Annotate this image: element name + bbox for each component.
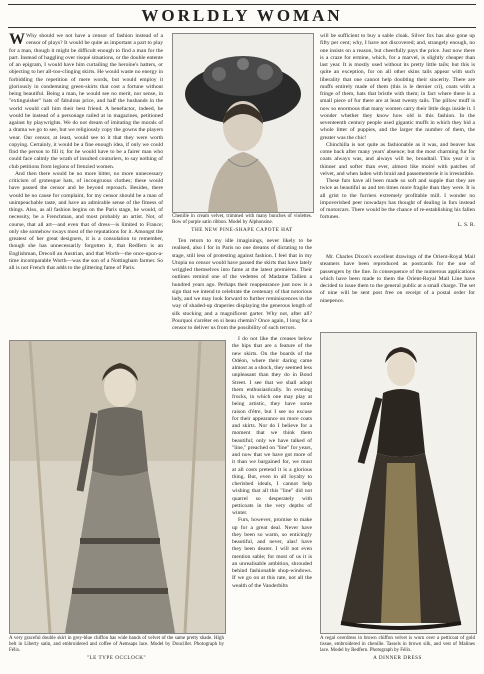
photo-capote-hat <box>172 33 314 213</box>
caption-text: A very graceful double skirt in grey-blue chiffon has wide bands of velvet of the same pretty shade. High belt in Liberty satin, and embroidered and coffee of Aemsaps lace. Model by Doucillet. Photograph by Félix. <box>9 636 224 653</box>
article-paragraph: And then there would be no more bitter, no more unnecessary criticism of grotesque hats, of incongruous clothes; these would have passed the censor and be beyond reproach. Besides, there would be no cause for complaint, for my censor should be a man of unimpeachable taste, and have an admirable sense of the fitness of things. Also, as all fashion begins on the Paris stage, he would, of necessity, be a Frenchman, and most probably an artist. Not, of course, that all art—and even that of dress—is limited to France; only she somehow sways most of the reputations for it. Amongst the greatest of her great designers, it is a consolation to remember, though she has unnecessarily forgotten it, that Redfern is an Englishman, Drecoll an Austrian, and that Worth—the once-upon-a-time incomparable Worth—was the son of a Nottingham farmer. So all is not French that adds to the glittering fame of Paris. <box>9 170 163 271</box>
article-paragraph: Mr. Charles Dixon's excellent drawings of the Orient-Royal Mail steamers have been reproduced as postcards for the use of passengers by the line. In consequence of the numerous applications which have been made to them the Orient-Royal Mail Line have decided to issue them to the general public at a small charge. The set of nine will be sent post free on receipt of a postal order for ninepence. <box>320 254 475 304</box>
article-column-right <box>320 33 475 251</box>
caption-text: A regal overdress in brown chiffon velvet is worn over a petticoat of gold tissue, embroidered in chenille. Tassels in brown silk, and vest of Malines lace. Model by Redfern. Photograph by Félix. <box>320 636 475 653</box>
article-paragraph: Chinchilla is not quite as fashionable as it was, and beaver has come back after many years' absence; but the most charming fur for coats always was, and always will be, broadtail. This year it is thinner and softer than ever, almost like moiré with patches of velvet, and when laden with braid and passementerie it is irresistible. <box>320 141 475 177</box>
article-paragraph: Furs, however, promise to make up for a great deal. Never have they been so warm, so enticingly beautiful, and never, alas! have they been dearer. I will not even mention sable; for most of us it is an unrealisable ambition, shrouded behind fashionable shop-windows. If we go on at this rate, not all the wealth of the Vanderbilts <box>232 517 312 589</box>
article-column-middle-top <box>172 238 312 336</box>
caption-capote-hat <box>172 214 312 233</box>
caption-text: Chenille in cream velvet, trimmed with many bunches of violettes. Bow of purple satin ribbon. Model by Alphonsine. <box>172 214 312 225</box>
photo-double-skirt <box>9 340 226 634</box>
caption-double-skirt <box>9 636 224 661</box>
article-column-left <box>9 33 163 336</box>
caption-title: A DINNER DRESS <box>373 655 422 661</box>
page-header <box>8 4 476 28</box>
author-signature: L. S. R. <box>457 221 475 228</box>
photo-dinner-dress <box>320 332 477 634</box>
section-title: WORLDLY WOMAN <box>141 6 343 25</box>
article-column-right-notice <box>320 254 475 326</box>
article-paragraph: Ten return to my idle imaginings, never likely to be realised, also I for in Paris no one dreams of dictating to the stage, still less of protesting against fashion. I feel that in my Utopia no censor would have passed the skirts that have lately wriggled themselves into fame at the latest premières. Their outlines remind one of the vedettes of Madame Tallien a hundred years ago. Perhaps their reappearance just now is a sign that we intend to celebrate the centenary of that notorious lady, and we may look forward to further reminiscences in the way of shaded-up draperies displaying the generous length of silk stocking and a magnificent garter. Why not, after all? Pourquoi s'arrêter en si beau chemin? Once again, I long for a censor to deliver us from the possibility of such terrors. <box>172 238 312 331</box>
article-paragraph <box>9 33 163 171</box>
article-paragraph: These furs have all been made so soft and supple that they are twice as beautiful as and ten times more fragile than they were. It is all grist to the furriers extremely profitable mill. I wonder no impoverished peer nowadays has thought of dealing in furs instead of motorcars. There would be the chance of re-establishing his fallen fortunes. <box>320 178 475 221</box>
caption-title: THE NEW PINE-SHAPE CAPOTE HAT <box>191 227 293 233</box>
article-column-middle-narrow <box>232 336 312 640</box>
left-paragraph-1: Why should we not have a censor of fashion instead of a censor of plays? It would be quite as important a part to play for a man, though it might be difficult enough to find a man for the part. Instead of haggling over risqué situations, or the double entente of an epigram, I would have him curtailing the heroine's hatters, or objecting to her all-too-clinging skirts. He would waste no energy in forbidding the repetition of mere words, but would employ it gloriously in condemning green-skirts that cost a fortune without being beautiful. Being a man, he would see no merit, nor sense, in "extinguisher" hats of fabulous price, and half the husbands in the world would call him their best friend. A benefactor, indeed, he would be instead of a personage railed at in magazines, petitioned against by playwrights. We do not dream of imitating the morals of a drama we go to see, but we religiously copy the gowns the players wear. Our censor, at least, would see to it that they were worth copying. Certainly, it would be a fine enough idea, if only we could find the person to fill it; for he would have to be a fairer man who could face calmly the wrath of insulted couturiers, to say nothing of club petitions from legions of frenzied women. <box>9 33 163 170</box>
caption-title: "LE TYPE OCCLOCK" <box>86 655 147 661</box>
drop-cap: W <box>9 33 25 48</box>
article-paragraph: I do not like the creases below the hips that are a feature of the new skirts. On the boards of the Odéon, where their daring came almost as a shock, they seemed less unpleasant than they do in Bond Street. I see that we shall adopt them enthusiastically. In evening frocks, in which one may play at being artistic, they have some raison d'être, but I see no excuse for their appearance on more coats and skirts. Nor do I believe for a moment that we think them beautiful; only we have talked of "line," preached on "line" for years, and now that we have got more of it than we bargained for, we must at all costs pretend it is a glorious thing. But, even in all loyalty to cherished ideals, I cannot help wishing that all this "line" did not quarrel so desperately with petticoats in the very depths of winter. <box>232 336 312 516</box>
article-paragraph: will be sufficient to buy a sable cloak. Silver fox has also gone up fifty per cent; why, I have not discovered; and, strangely enough, no one insists on a reason, but cheerfully pays the price. Just now there is a craze for ermine, which, for a marvel, is slightly cheaper than last year. It is mostly used without its pretty little tails; but this is quite an exception, for on all other skins tails appear with such liberality that one cannot help doubting their sincerity. There are muffs entirely made of them (this is le dernier cri), coats with a fringe of them, hats that bristle with them; in fact where there is a small piece of fur there are at least twenty tails. The pillow muff is now so enormous that many women carry their little dogs inside it. I wonder whether they know how old is this fashion. In the seventeenth century people used gigantic muffs in which they hid a whole litter of puppies, and the larger the number of them, the greater was the chic! <box>320 33 475 141</box>
caption-dinner-dress <box>320 636 475 661</box>
